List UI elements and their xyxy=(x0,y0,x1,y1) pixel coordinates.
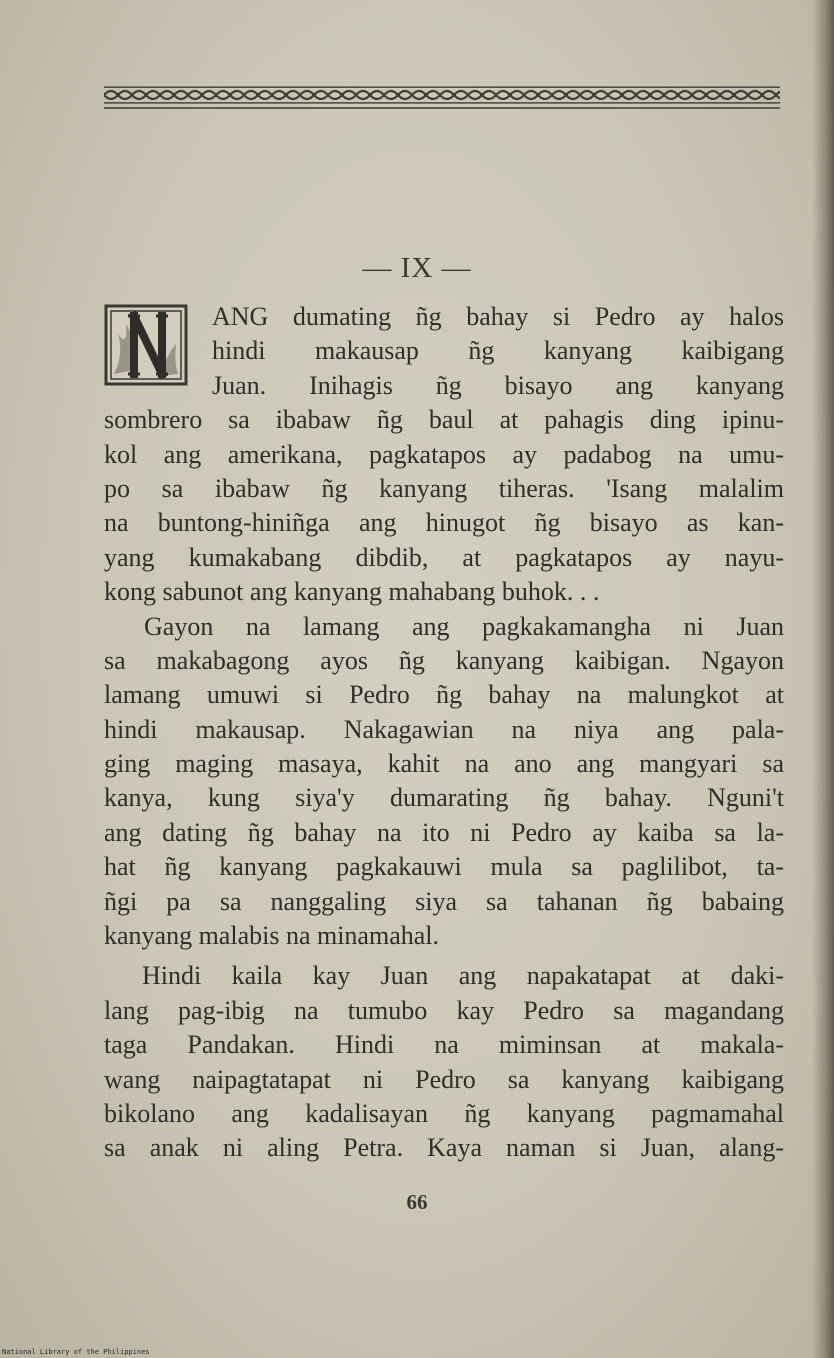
text-line: Gayon na lamang ang pagkakamangha ni Juan xyxy=(144,611,784,641)
text-line: hindi makausap ñg kanyang kaibigang xyxy=(212,336,784,366)
text-line: yang kumakabang dibdib, at pagkatapos ay nayu- xyxy=(104,542,784,572)
text-line: lamang umuwi si Pedro ñg bahay na malungkot at xyxy=(104,680,784,710)
text-line: Hindi kaila kay Juan ang napakatapat at daki- xyxy=(142,961,784,991)
text-line: taga Pandakan. Hindi na miminsan at makala- xyxy=(104,1030,784,1060)
chapter-heading: — IX — xyxy=(362,252,472,284)
text-line: ñgi pa sa nanggaling siya sa tahanan ñg babaing xyxy=(104,886,784,916)
text-line: kanyang malabis na minamahal. xyxy=(104,921,440,951)
text-line: Juan. Inihagis ñg bisayo ang kanyang xyxy=(212,370,784,400)
text-line: po sa ibabaw ñg kanyang tiheras. 'Isang malalim xyxy=(104,473,784,503)
text-line: ging maging masaya, kahit na ano ang mangyari sa xyxy=(104,749,784,779)
text-line: hindi makausap. Nakagawian na niya ang pala- xyxy=(104,714,784,744)
text-line: kong sabunot ang kanyang mahabang buhok. . . xyxy=(104,577,600,607)
footer-credit: National Library of the Philippines xyxy=(2,1348,150,1356)
text-line: kol ang amerikana, pagkatapos ay padabog na umu- xyxy=(104,439,784,469)
chapter-text xyxy=(104,300,784,1166)
ornamental-border xyxy=(104,86,780,104)
text-line: sa makabagong ayos ñg kanyang kaibigan. Ngayon xyxy=(104,645,784,675)
text-line: na buntong-hiniñga ang hinugot ñg bisayo as kan- xyxy=(104,508,784,538)
text-line: sombrero sa ibabaw ñg baul at pahagis ding ipinu- xyxy=(104,405,784,435)
text-line: kanya, kung siya'y dumarating ñg bahay. Nguni't xyxy=(104,783,784,813)
text-line: wang naipagtatapat ni Pedro sa kanyang kaibigang xyxy=(104,1064,784,1094)
border-rule xyxy=(104,107,780,109)
page-edge-shadow xyxy=(812,0,834,1358)
text-line: ANG dumating ñg bahay si Pedro ay halos xyxy=(212,302,784,331)
text-line: bikolano ang kadalisayan ñg kanyang pagmamahal xyxy=(104,1098,784,1128)
text-line: hat ñg kanyang pagkakauwi mula sa paglilibot, ta- xyxy=(104,852,784,882)
ornament-pattern-icon xyxy=(104,86,780,104)
text-line: lang pag-ibig na tumubo kay Pedro sa magandang xyxy=(104,995,784,1025)
page-number: 66 xyxy=(406,1190,428,1214)
text-line: ang dating ñg bahay na ito ni Pedro ay kaiba sa la- xyxy=(104,817,784,847)
text-line: sa anak ni aling Petra. Kaya naman si Juan, alang- xyxy=(104,1133,784,1163)
